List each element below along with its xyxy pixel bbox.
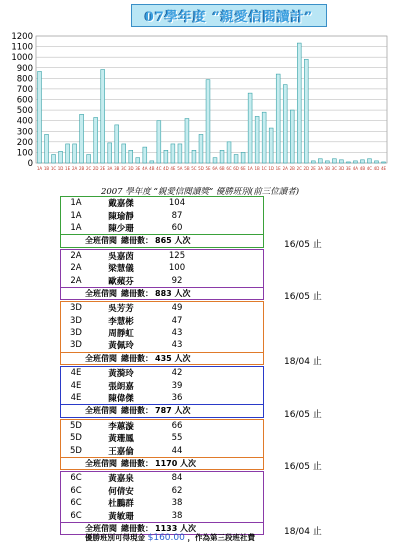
- class-cell: 1A: [70, 222, 82, 233]
- class-cell: 1A: [70, 210, 82, 221]
- x-tick-label: 1E: [275, 166, 281, 171]
- total-label: 全班借閱: [85, 353, 117, 363]
- class-cell: 2A: [70, 263, 82, 274]
- y-tick-label: 600: [16, 95, 33, 106]
- table-row: [61, 262, 263, 274]
- group-total: [61, 287, 263, 299]
- bar: [262, 112, 266, 163]
- y-tick-label: 1000: [11, 53, 33, 64]
- group-total: [61, 352, 263, 364]
- bar: [136, 158, 140, 163]
- name-cell: 李蕙漩: [108, 421, 134, 432]
- class-cell: 1A: [70, 198, 82, 209]
- x-tick-label: 4A: [142, 166, 148, 171]
- name-cell: 戴嘉傑: [108, 199, 134, 210]
- class-cell: 4E: [70, 368, 82, 379]
- x-tick-label: 4E: [380, 166, 387, 171]
- bar: [206, 80, 210, 163]
- table-row: [61, 420, 263, 432]
- x-tick-label: 4D: [163, 166, 169, 171]
- bar: [346, 162, 350, 163]
- bar: [108, 143, 112, 163]
- name-cell: 歐蘋芬: [108, 276, 134, 287]
- x-tick-label: 5A: [177, 166, 183, 171]
- bar: [129, 150, 133, 163]
- group-total: [61, 234, 263, 246]
- class-cell: 5D: [70, 420, 82, 431]
- class-cell: 6C: [70, 498, 82, 509]
- bar: [185, 119, 189, 163]
- x-tick-label: 4A: [352, 166, 359, 171]
- bar: [38, 71, 42, 163]
- bar: [157, 121, 161, 163]
- total-label: 全班借閱: [85, 523, 117, 533]
- score-cell: 100: [168, 263, 186, 274]
- score-cell: 60: [171, 222, 183, 233]
- bar: [80, 114, 84, 163]
- score-cell: 125: [168, 250, 186, 261]
- bar: [283, 85, 287, 163]
- class-cell: 6C: [70, 473, 82, 484]
- bar: [297, 43, 301, 163]
- class-cell: 5D: [70, 433, 82, 444]
- bar: [143, 147, 147, 163]
- y-tick-label: 300: [16, 127, 33, 138]
- name-cell: 杜鵬群: [108, 499, 134, 510]
- name-cell: 陳瑜靜: [108, 211, 134, 222]
- total-sub: 總冊數：: [121, 406, 153, 416]
- table-title: 2007 學年度 “親愛信閱讀獎” 優勝班別(前三位讀者): [100, 187, 300, 197]
- winner-group: [60, 196, 264, 248]
- class-cell: 3D: [70, 328, 82, 339]
- score-cell: 38: [171, 510, 183, 521]
- score-cell: 62: [171, 485, 183, 496]
- x-tick-label: 1B: [43, 166, 50, 171]
- total-sub: 總冊數：: [121, 459, 153, 468]
- group-date: 18/04 止: [284, 357, 322, 368]
- x-tick-label: 1E: [65, 166, 71, 171]
- score-cell: 104: [168, 198, 186, 209]
- total-value: 1133 人次: [155, 523, 197, 533]
- score-cell: 44: [171, 445, 183, 456]
- bar: [304, 59, 308, 163]
- bar: [199, 134, 203, 163]
- chart-y-ticks: [11, 32, 33, 169]
- table-row: [61, 274, 263, 286]
- group-date: 16/05 止: [284, 462, 322, 473]
- bar: [220, 150, 224, 163]
- bar: [171, 144, 175, 163]
- table-row: [61, 472, 263, 484]
- total-value: 787 人次: [155, 406, 191, 416]
- name-cell: 黃敏珊: [108, 511, 134, 522]
- score-cell: 39: [171, 380, 183, 391]
- chart-x-ticks: [37, 166, 387, 171]
- table-row: [61, 432, 263, 444]
- bar: [192, 150, 196, 163]
- y-tick-label: 200: [16, 137, 33, 148]
- footer-amount: $160.00: [147, 533, 185, 543]
- table-row: [61, 315, 263, 327]
- class-cell: 3D: [70, 303, 82, 314]
- group-total: [61, 404, 263, 416]
- bar: [241, 152, 245, 163]
- score-cell: 38: [171, 498, 183, 509]
- x-tick-label: 6A: [212, 166, 218, 171]
- x-tick-label: 6B: [219, 166, 225, 171]
- table-row: [61, 197, 263, 209]
- bar: [290, 110, 294, 163]
- x-tick-label: 1D: [57, 166, 64, 171]
- x-tick-label: 1D: [268, 166, 274, 171]
- winner-group: [60, 471, 264, 535]
- bar: [87, 155, 91, 163]
- x-tick-label: 3D: [127, 166, 134, 171]
- banner-title: 07學年度 “親愛信閱讀計”: [131, 4, 327, 27]
- name-cell: 黃嘉泉: [108, 474, 134, 485]
- x-tick-label: 4B: [149, 166, 155, 171]
- class-cell: 2A: [70, 275, 82, 286]
- bar-chart: [0, 28, 400, 178]
- x-tick-label: 2E: [100, 166, 106, 171]
- bar: [45, 134, 49, 163]
- total-value: 883 人次: [155, 288, 191, 298]
- x-tick-label: 3A: [107, 166, 113, 171]
- y-tick-label: 0: [27, 159, 33, 169]
- class-cell: 6C: [70, 485, 82, 496]
- table-row: [61, 509, 263, 521]
- winner-group: [60, 366, 264, 418]
- bar: [382, 162, 386, 163]
- total-sub: 總冊數：: [121, 523, 153, 533]
- y-tick-label: 500: [16, 106, 33, 117]
- table-row: [61, 444, 263, 456]
- x-tick-label: 4B: [359, 166, 366, 171]
- bar: [318, 159, 322, 163]
- x-tick-label: 4C: [156, 166, 162, 171]
- name-cell: 吳嘉茵: [108, 251, 134, 262]
- bar: [375, 161, 379, 163]
- x-tick-label: 4E: [170, 166, 176, 171]
- x-tick-label: 2B: [78, 166, 85, 171]
- score-cell: 66: [171, 420, 183, 431]
- score-cell: 84: [171, 473, 183, 484]
- table-row: [61, 497, 263, 509]
- x-tick-label: 3B: [114, 166, 120, 171]
- bar: [234, 155, 238, 163]
- x-tick-label: 2C: [85, 166, 92, 171]
- x-tick-label: 5D: [198, 166, 204, 171]
- total-value: 1170 人次: [155, 459, 197, 468]
- bar: [332, 159, 336, 163]
- bar: [339, 160, 343, 163]
- bar: [178, 144, 182, 163]
- score-cell: 87: [171, 210, 183, 221]
- footer-suffix: ，作為第三段班社費: [187, 533, 255, 542]
- winner-group: [60, 419, 264, 471]
- y-tick-label: 400: [16, 116, 33, 127]
- y-tick-label: 700: [16, 84, 33, 95]
- y-tick-label: 1100: [11, 42, 33, 53]
- score-cell: 47: [171, 315, 183, 326]
- total-sub: 總冊數：: [121, 236, 153, 246]
- total-sub: 總冊數：: [121, 288, 153, 298]
- y-tick-label: 800: [16, 74, 33, 85]
- bar: [94, 117, 98, 163]
- name-cell: 黃佩玲: [108, 341, 134, 352]
- x-tick-label: 3C: [331, 166, 338, 171]
- name-cell: 黃珊鳳: [108, 434, 134, 445]
- winner-group: [60, 301, 264, 365]
- y-tick-label: 900: [16, 63, 33, 74]
- x-tick-label: 3E: [135, 166, 141, 171]
- x-tick-label: 5B: [184, 166, 190, 171]
- total-value: 435 人次: [155, 353, 191, 363]
- score-cell: 43: [171, 340, 183, 351]
- total-label: 全班借閱: [85, 236, 117, 246]
- y-tick-label: 1200: [11, 32, 33, 42]
- total-label: 全班借閱: [85, 406, 117, 416]
- score-cell: 43: [171, 328, 183, 339]
- footer-prefix: 優勝班別可得現金: [85, 533, 145, 542]
- bar: [66, 144, 70, 163]
- class-cell: 6C: [70, 510, 82, 521]
- x-tick-label: 3C: [121, 166, 127, 171]
- table-row: [61, 379, 263, 391]
- bar: [255, 116, 259, 163]
- x-tick-label: 6E: [240, 166, 246, 171]
- table-row: [61, 209, 263, 221]
- name-cell: 黃漪玲: [108, 369, 134, 380]
- bar: [101, 70, 105, 163]
- bar: [325, 161, 329, 163]
- bar: [248, 93, 252, 163]
- name-cell: 張朗嘉: [108, 381, 134, 392]
- x-tick-label: 6D: [233, 166, 239, 171]
- name-cell: 何倩安: [108, 486, 134, 497]
- group-date: 18/04 止: [284, 527, 322, 538]
- winner-group: [60, 249, 264, 301]
- bar: [213, 158, 217, 163]
- score-cell: 92: [171, 275, 183, 286]
- x-tick-label: 1C: [261, 166, 267, 171]
- x-tick-label: 4D: [373, 166, 380, 171]
- class-cell: 3D: [70, 340, 82, 351]
- bar: [73, 144, 77, 163]
- bar: [269, 128, 273, 163]
- name-cell: 陳少珊: [108, 223, 134, 234]
- y-tick-label: 100: [16, 148, 33, 159]
- x-tick-label: 1C: [50, 166, 57, 171]
- name-cell: 吳芳芳: [108, 304, 134, 315]
- bar: [150, 161, 154, 163]
- bar: [164, 150, 168, 163]
- x-tick-label: 2A: [282, 166, 288, 171]
- name-cell: 梁慧儀: [108, 264, 134, 275]
- x-tick-label: 6C: [226, 166, 232, 171]
- class-cell: 2A: [70, 250, 82, 261]
- total-label: 全班借閱: [85, 288, 117, 298]
- footer-note: [85, 532, 345, 543]
- x-tick-label: 3D: [338, 166, 345, 171]
- x-tick-label: 2E: [310, 166, 316, 171]
- group-date: 16/05 止: [284, 239, 322, 250]
- bar: [276, 74, 280, 163]
- class-cell: 4E: [70, 393, 82, 404]
- score-cell: 42: [171, 368, 183, 379]
- x-tick-label: 3A: [317, 166, 323, 171]
- class-cell: 4E: [70, 380, 82, 391]
- x-tick-label: 1B: [254, 166, 260, 171]
- total-label: 全班借閱: [85, 459, 117, 468]
- x-tick-label: 4C: [366, 166, 373, 171]
- table-row: [61, 485, 263, 497]
- table-row: [61, 392, 263, 404]
- x-tick-label: 2B: [289, 166, 295, 171]
- score-cell: 36: [171, 393, 183, 404]
- bar: [59, 151, 63, 163]
- total-sub: 總冊數：: [121, 353, 153, 363]
- bar: [353, 161, 357, 163]
- x-tick-label: 3B: [324, 166, 330, 171]
- x-tick-label: 5E: [205, 166, 211, 171]
- table-row: [61, 339, 263, 351]
- bar: [360, 160, 364, 163]
- bar: [368, 159, 372, 163]
- name-cell: 王嘉倫: [108, 446, 134, 457]
- table-row: [61, 250, 263, 262]
- name-cell: 李慧彬: [108, 316, 134, 327]
- score-cell: 55: [171, 433, 183, 444]
- name-cell: 陳偉傑: [108, 394, 134, 405]
- bar: [52, 155, 56, 163]
- x-tick-label: 5C: [191, 166, 197, 171]
- group-total: [61, 457, 263, 469]
- table-row: [61, 302, 263, 314]
- x-tick-label: 3E: [345, 166, 351, 171]
- class-cell: 5D: [70, 445, 82, 456]
- bar: [122, 144, 126, 163]
- group-date: 16/05 止: [284, 292, 322, 303]
- x-tick-label: 2D: [92, 166, 99, 171]
- total-value: 865 人次: [155, 236, 191, 246]
- x-tick-label: 2D: [303, 166, 310, 171]
- table-row: [61, 222, 263, 234]
- bar: [311, 161, 315, 163]
- chart-gridlines: [36, 36, 387, 163]
- group-date: 16/05 止: [284, 409, 322, 420]
- bar: [227, 142, 231, 163]
- x-tick-label: 1A: [36, 166, 43, 171]
- x-tick-label: 2A: [71, 166, 78, 171]
- name-cell: 周靜虹: [108, 329, 134, 340]
- x-tick-label: 2C: [296, 166, 302, 171]
- bar: [115, 125, 119, 163]
- table-row: [61, 367, 263, 379]
- table-row: [61, 327, 263, 339]
- score-cell: 49: [171, 303, 183, 314]
- x-tick-label: 1A: [247, 166, 253, 171]
- class-cell: 3D: [70, 315, 82, 326]
